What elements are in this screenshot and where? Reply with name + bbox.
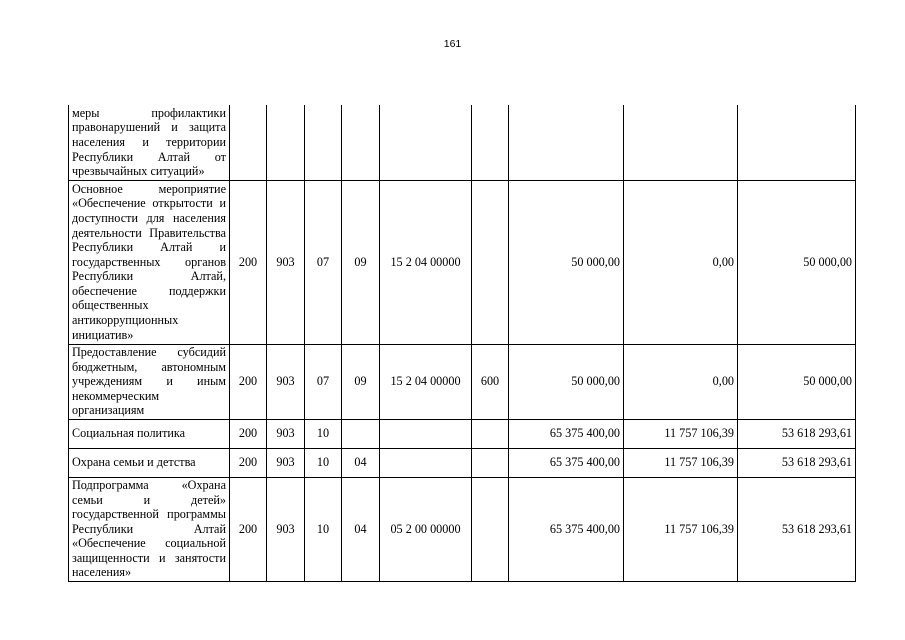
cell-name: Подпрограмма «Охрана семьи и детей» государственной программы Республики Алтай «Обеспечение социальной защищенности и занятости населения» bbox=[69, 477, 230, 581]
cell-change-amount: 11 757 106,39 bbox=[624, 477, 738, 581]
cell-approved-amount: 65 375 400,00 bbox=[509, 477, 624, 581]
cell-section: 10 bbox=[305, 448, 342, 477]
cell-total-amount: 53 618 293,61 bbox=[738, 448, 856, 477]
cell-section: 10 bbox=[305, 477, 342, 581]
cell-approved-amount: 50 000,00 bbox=[509, 344, 624, 419]
cell-expense-type bbox=[472, 477, 509, 581]
table-row bbox=[69, 477, 856, 581]
cell-target-article: 05 2 00 00000 bbox=[380, 477, 472, 581]
cell-ministry: 903 bbox=[267, 180, 305, 344]
cell-ministry: 903 bbox=[267, 344, 305, 419]
cell-name: меры профилактики правонарушений и защита населения и территории Республики Алтай от чрезвычайных ситуаций» bbox=[69, 105, 230, 180]
cell-subsection bbox=[342, 105, 380, 180]
cell-code: 200 bbox=[230, 477, 267, 581]
cell-expense-type bbox=[472, 419, 509, 448]
cell-section: 07 bbox=[305, 180, 342, 344]
cell-code bbox=[230, 105, 267, 180]
cell-expense-type bbox=[472, 448, 509, 477]
cell-section: 10 bbox=[305, 419, 342, 448]
cell-change-amount bbox=[624, 105, 738, 180]
cell-subsection: 09 bbox=[342, 344, 380, 419]
cell-section bbox=[305, 105, 342, 180]
cell-expense-type bbox=[472, 180, 509, 344]
cell-target-article: 15 2 04 00000 bbox=[380, 180, 472, 344]
cell-change-amount: 0,00 bbox=[624, 344, 738, 419]
cell-code: 200 bbox=[230, 419, 267, 448]
budget-table bbox=[68, 105, 856, 582]
cell-ministry: 903 bbox=[267, 448, 305, 477]
cell-approved-amount: 65 375 400,00 bbox=[509, 448, 624, 477]
cell-ministry: 903 bbox=[267, 419, 305, 448]
cell-subsection: 09 bbox=[342, 180, 380, 344]
cell-section: 07 bbox=[305, 344, 342, 419]
table-row bbox=[69, 448, 856, 477]
cell-change-amount: 11 757 106,39 bbox=[624, 448, 738, 477]
cell-ministry bbox=[267, 105, 305, 180]
cell-total-amount bbox=[738, 105, 856, 180]
cell-name: Социальная политика bbox=[69, 419, 230, 448]
cell-code: 200 bbox=[230, 180, 267, 344]
cell-target-article bbox=[380, 419, 472, 448]
cell-total-amount: 53 618 293,61 bbox=[738, 477, 856, 581]
cell-subsection: 04 bbox=[342, 448, 380, 477]
cell-target-article: 15 2 04 00000 bbox=[380, 344, 472, 419]
cell-total-amount: 53 618 293,61 bbox=[738, 419, 856, 448]
cell-total-amount: 50 000,00 bbox=[738, 180, 856, 344]
cell-target-article bbox=[380, 448, 472, 477]
cell-approved-amount bbox=[509, 105, 624, 180]
table-row bbox=[69, 105, 856, 180]
cell-total-amount: 50 000,00 bbox=[738, 344, 856, 419]
table-row bbox=[69, 419, 856, 448]
cell-name: Предоставление субсидий бюджетным, автономным учреждениям и иным некоммерческим организациям bbox=[69, 344, 230, 419]
cell-name: Охрана семьи и детства bbox=[69, 448, 230, 477]
cell-approved-amount: 65 375 400,00 bbox=[509, 419, 624, 448]
table-row bbox=[69, 344, 856, 419]
cell-ministry: 903 bbox=[267, 477, 305, 581]
cell-code: 200 bbox=[230, 448, 267, 477]
cell-expense-type bbox=[472, 105, 509, 180]
cell-approved-amount: 50 000,00 bbox=[509, 180, 624, 344]
page-number: 161 bbox=[443, 38, 462, 50]
cell-code: 200 bbox=[230, 344, 267, 419]
cell-subsection: 04 bbox=[342, 477, 380, 581]
table-row bbox=[69, 180, 856, 344]
cell-change-amount: 11 757 106,39 bbox=[624, 419, 738, 448]
cell-name: Основное мероприятие «Обеспечение открытости и доступности для населения деятельности Правительства Республики Алтай и государственных органов Республики Алтай, обеспечение поддержки общественных антикоррупционных инициатив» bbox=[69, 180, 230, 344]
cell-change-amount: 0,00 bbox=[624, 180, 738, 344]
cell-subsection bbox=[342, 419, 380, 448]
cell-target-article bbox=[380, 105, 472, 180]
cell-expense-type: 600 bbox=[472, 344, 509, 419]
